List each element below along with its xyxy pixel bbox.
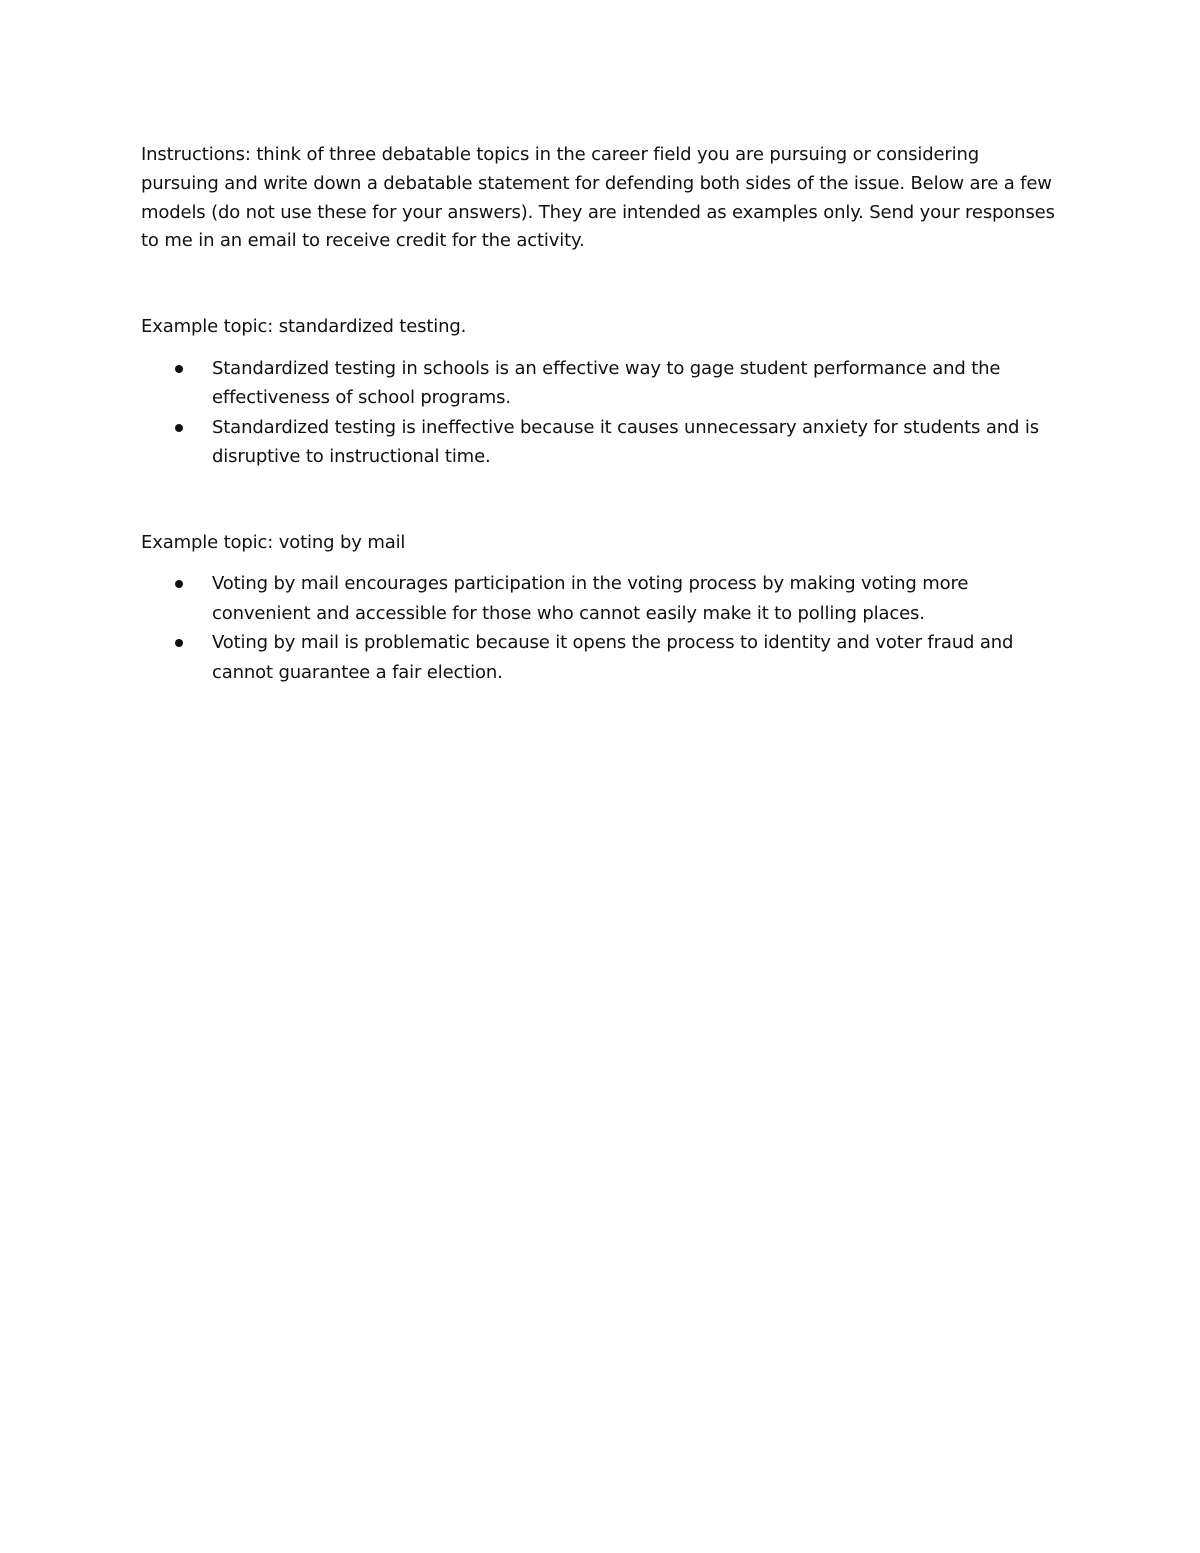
instructions-paragraph: Instructions: think of three debatable topics in the career field you are pursuing or considering pursuing and write down a debatable statement for defending both sides of the issue. Below are a few models (do not use these for your answers). They are intended as examples only. Send your responses to me in an email to receive credit for the activity.: [141, 144, 1055, 252]
bullet-icon: [175, 580, 183, 588]
list-item: [141, 569, 1072, 628]
example-topic-heading: Example topic: voting by mail: [141, 531, 406, 553]
example-points-list: [141, 569, 1071, 687]
example-point-text: Standardized testing in schools is an effective way to gage student performance and the effectiveness of school programs.: [212, 357, 1001, 409]
example-points-list: [141, 354, 1071, 472]
example-point-text: Voting by mail encourages participation in the voting process by making voting more convenient and accessible for those who cannot easily make it to polling places.: [212, 573, 969, 624]
list-item: [141, 354, 1072, 413]
document-page: [141, 141, 1071, 687]
example-topic-heading: Example topic: standardized testing.: [141, 316, 467, 338]
list-item: [141, 628, 1072, 687]
example-point-text: Standardized testing is ineffective because it causes unnecessary anxiety for students and is disruptive to instructional time.: [212, 416, 1039, 468]
list-item: [141, 413, 1072, 472]
bullet-icon: [175, 639, 183, 647]
example-section-voting-by-mail: [141, 529, 1071, 687]
example-section-standardized-testing: [141, 313, 1071, 471]
bullet-icon: [175, 365, 183, 373]
example-point-text: Voting by mail is problematic because it opens the process to identity and voter fraud and cannot guarantee a fair election.: [212, 632, 1014, 683]
bullet-icon: [175, 424, 183, 432]
